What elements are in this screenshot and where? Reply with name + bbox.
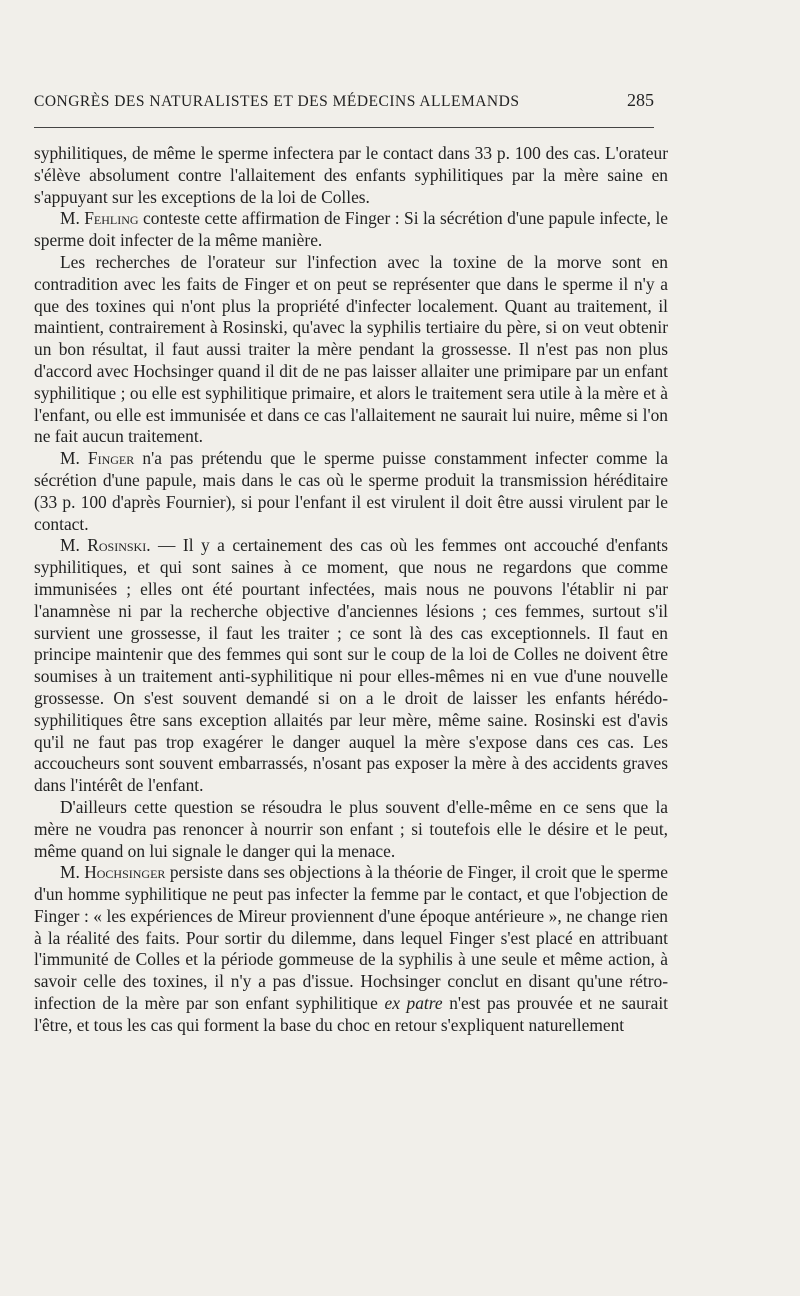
page-number: 285 <box>627 90 654 110</box>
running-title: CONGRÈS DES NATURALISTES ET DES MÉDECINS ALLEMANDS <box>34 93 520 110</box>
speaker-prefix: M. <box>60 862 85 883</box>
speaker-prefix: M. <box>60 535 88 556</box>
paragraph-2 <box>34 208 668 252</box>
speaker-name-finger: Finger <box>87 448 135 469</box>
paragraph-4 <box>34 448 668 535</box>
paragraph-7 <box>34 862 668 1036</box>
speaker-prefix: M. <box>60 208 85 229</box>
body-text <box>34 143 668 1037</box>
paragraph-7-text-a: persiste dans ses objections à la théorie de Finger, il croit que le sperme d'un homme syphilitique ne peut pas infecter la femme par le contact, et que l'objection de Finger : « les expériences de Mireur proviennent d'une époque antérieure », ne change rien à la réalité des faits. Pour sortir du dilemme, dans lequel Finger s'est placé en attribuant l'immunité de Colles et la période gommeuse de la syphilis à une seule et même action, à savoir celle des toxines, il n'y a pas d'issue. Hochsinger conclut en disant qu'une rétro-infection de la mère par son enfant syphilitique <box>34 862 668 1014</box>
latin-phrase: ex patre <box>384 993 443 1014</box>
paragraph-4-text: n'a pas prétendu que le sperme puisse constamment infecter comme la sécrétion d'une papule, mais dans le cas où le sperme produit la transmission héréditaire (33 p. 100 d'après Fournier), si pour l'enfant il est virulent il doit être aussi virulent par le contact. <box>34 448 668 534</box>
speaker-name-hochsinger: Hochsinger <box>84 862 166 883</box>
paragraph-6: D'ailleurs cette question se résoudra le plus souvent d'elle-même en ce sens que la mère ne voudra pas renoncer à nourrir son enfant ; si toutefois elle le désire et le peut, même quand on lui signale le danger qui la menace. <box>34 796 668 861</box>
speaker-prefix: M. <box>60 448 88 469</box>
speaker-name-rosinski: Rosinski. <box>87 535 151 556</box>
paragraph-1: syphilitiques, de même le sperme infectera par le contact dans 33 p. 100 des cas. L'orateur s'élève absolument contre l'allaitement des enfants syphilitiques par la mère saine en s'appuyant sur les exceptions de la loi de Colles. <box>34 143 668 207</box>
paragraph-3: Les recherches de l'orateur sur l'infection avec la toxine de la morve sont en contradition avec les faits de Finger et on peut se représenter que dans le sperme il n'y a que des toxines qui n'ont plus la propriété d'infecter localement. Quant au traitement, il maintient, contrairement à Rosinski, qu'avec la syphilis tertiaire du père, si on veut obtenir un bon résultat, il faut aussi traiter la mère pendant la grossesse. Il n'est pas non plus d'accord avec Hochsinger quand il dit de ne pas laisser allaiter une primipare par un enfant syphilitique ; ou elle est syphilitique primaire, et alors le traitement sera utile à la mère et à l'enfant, ou elle est immunisée et dans ce cas l'allaitement ne saurait lui nuire, même si l'on ne fait aucun traitement. <box>34 251 668 447</box>
running-header <box>34 90 654 111</box>
paragraph-5 <box>34 535 668 797</box>
paragraph-7-text-b: n'est pas prouvée et ne saurait l'être, et tous les cas qui forment la base du choc en retour s'expliquent naturellement <box>34 993 668 1035</box>
paragraph-5-text: — Il y a certainement des cas où les femmes ont accouché d'enfants syphilitiques, et qui sont saines à ce moment, que nous ne regardons que comme immunisées ; elles ont été pourtant infectées, mais nous ne pouvons l'établir ni par l'anamnèse ni par la recherche objective d'anciennes lésions ; ces femmes, surtout s'il survient une grossesse, il faut les traiter ; ce sont là des cas exceptionnels. Il faut en principe maintenir que des femmes qui sont sur le coup de la loi de Colles ne doivent être soumises à un traitement anti-syphilitique ni pour elles-mêmes ni en vue d'une nouvelle grossesse. On s'est souvent demandé si on a le droit de laisser les enfants hérédo-syphilitiques être sans exception allaités par leur mère, même saine. Rosinski est d'avis qu'il ne faut pas trop exagérer le danger auquel la mère s'expose dans ces cas. Les accoucheurs sont souvent embarrassés, n'osant pas exposer la mère à des accidents graves dans l'intérêt de l'enfant. <box>34 535 668 796</box>
speaker-name-fehling: Fehling <box>84 208 139 229</box>
paragraph-2-text: conteste cette affirmation de Finger : Si la sécrétion d'une papule infecte, le sperme doit infecter de la même manière. <box>34 208 668 251</box>
header-rule <box>34 127 654 128</box>
